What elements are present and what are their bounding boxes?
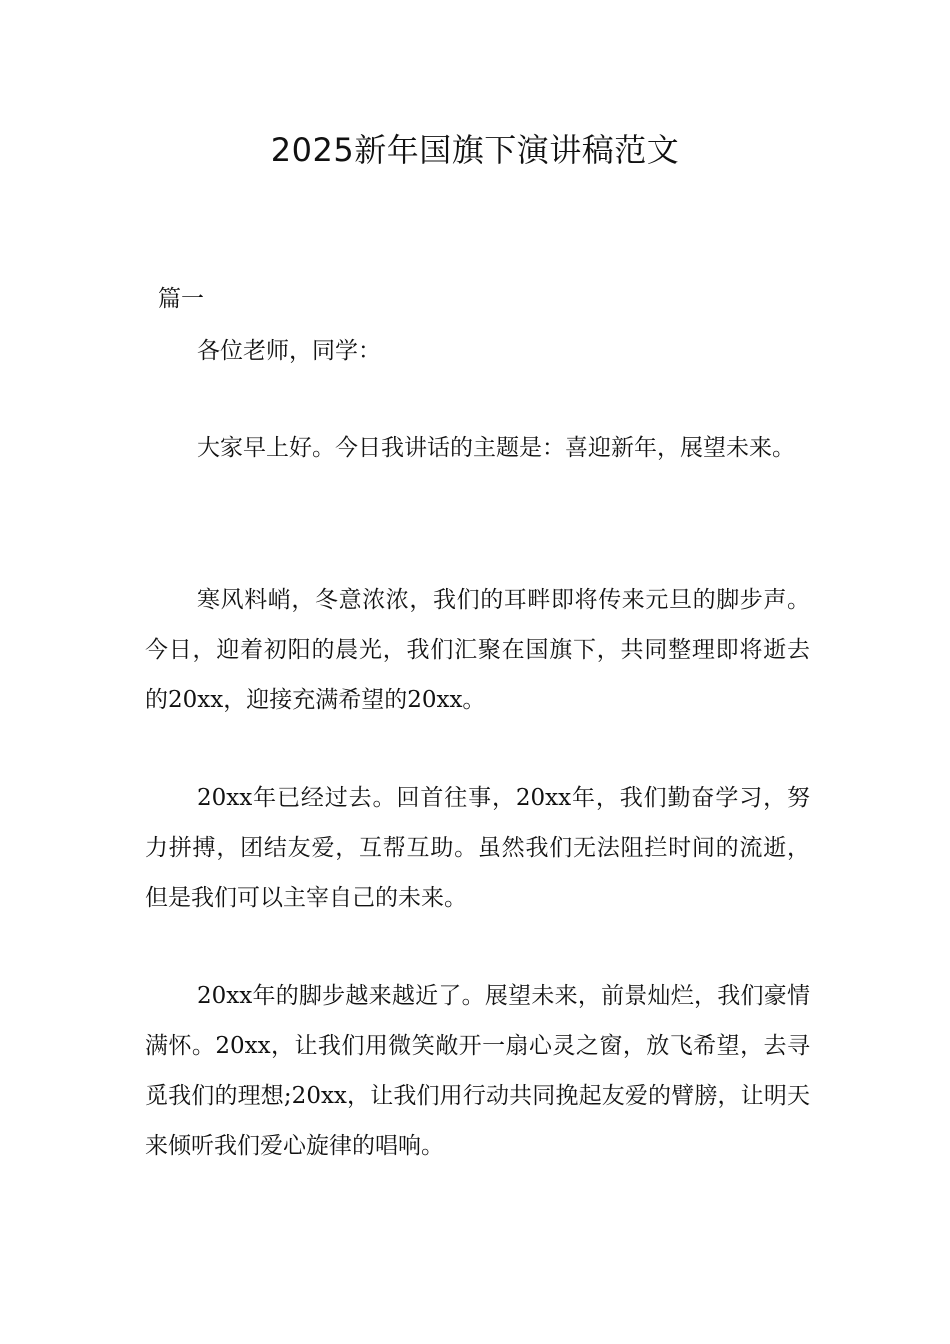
paragraph-3: 20xx年已经过去。回首往事，20xx年，我们勤奋学习，努力拼搏，团结友爱，互帮互助。虽然我们无法阻拦时间的流逝，但是我们可以主宰自己的未来。 — [145, 785, 810, 911]
paragraph-3-block — [145, 773, 810, 923]
paragraph-2: 寒风料峭，冬意浓浓，我们的耳畔即将传来元旦的脚步声。今日，迎着初阳的晨光，我们汇聚在国旗下，共同整理即将逝去的20xx，迎接充满希望的20xx。 — [145, 587, 810, 713]
document-title: 2025新年国旗下演讲稿范文 — [270, 131, 680, 169]
paragraph-2-block — [145, 575, 810, 725]
paragraph-4: 20xx年的脚步越来越近了。展望未来，前景灿烂，我们豪情满怀。20xx，让我们用微笑敞开一扇心灵之窗，放飞希望，去寻觅我们的理想;20xx，让我们用行动共同挽起友爱的臂膀，让明天来倾听我们爱心旋律的唱响。 — [145, 983, 810, 1159]
paragraph-1-block — [145, 423, 810, 473]
paragraph-4-block — [145, 971, 810, 1171]
salutation-block — [145, 326, 810, 376]
paragraph-1: 大家早上好。今日我讲话的主题是：喜迎新年，展望未来。 — [197, 435, 795, 461]
section-label: 篇一 — [158, 286, 204, 312]
salutation: 各位老师，同学： — [197, 338, 381, 364]
